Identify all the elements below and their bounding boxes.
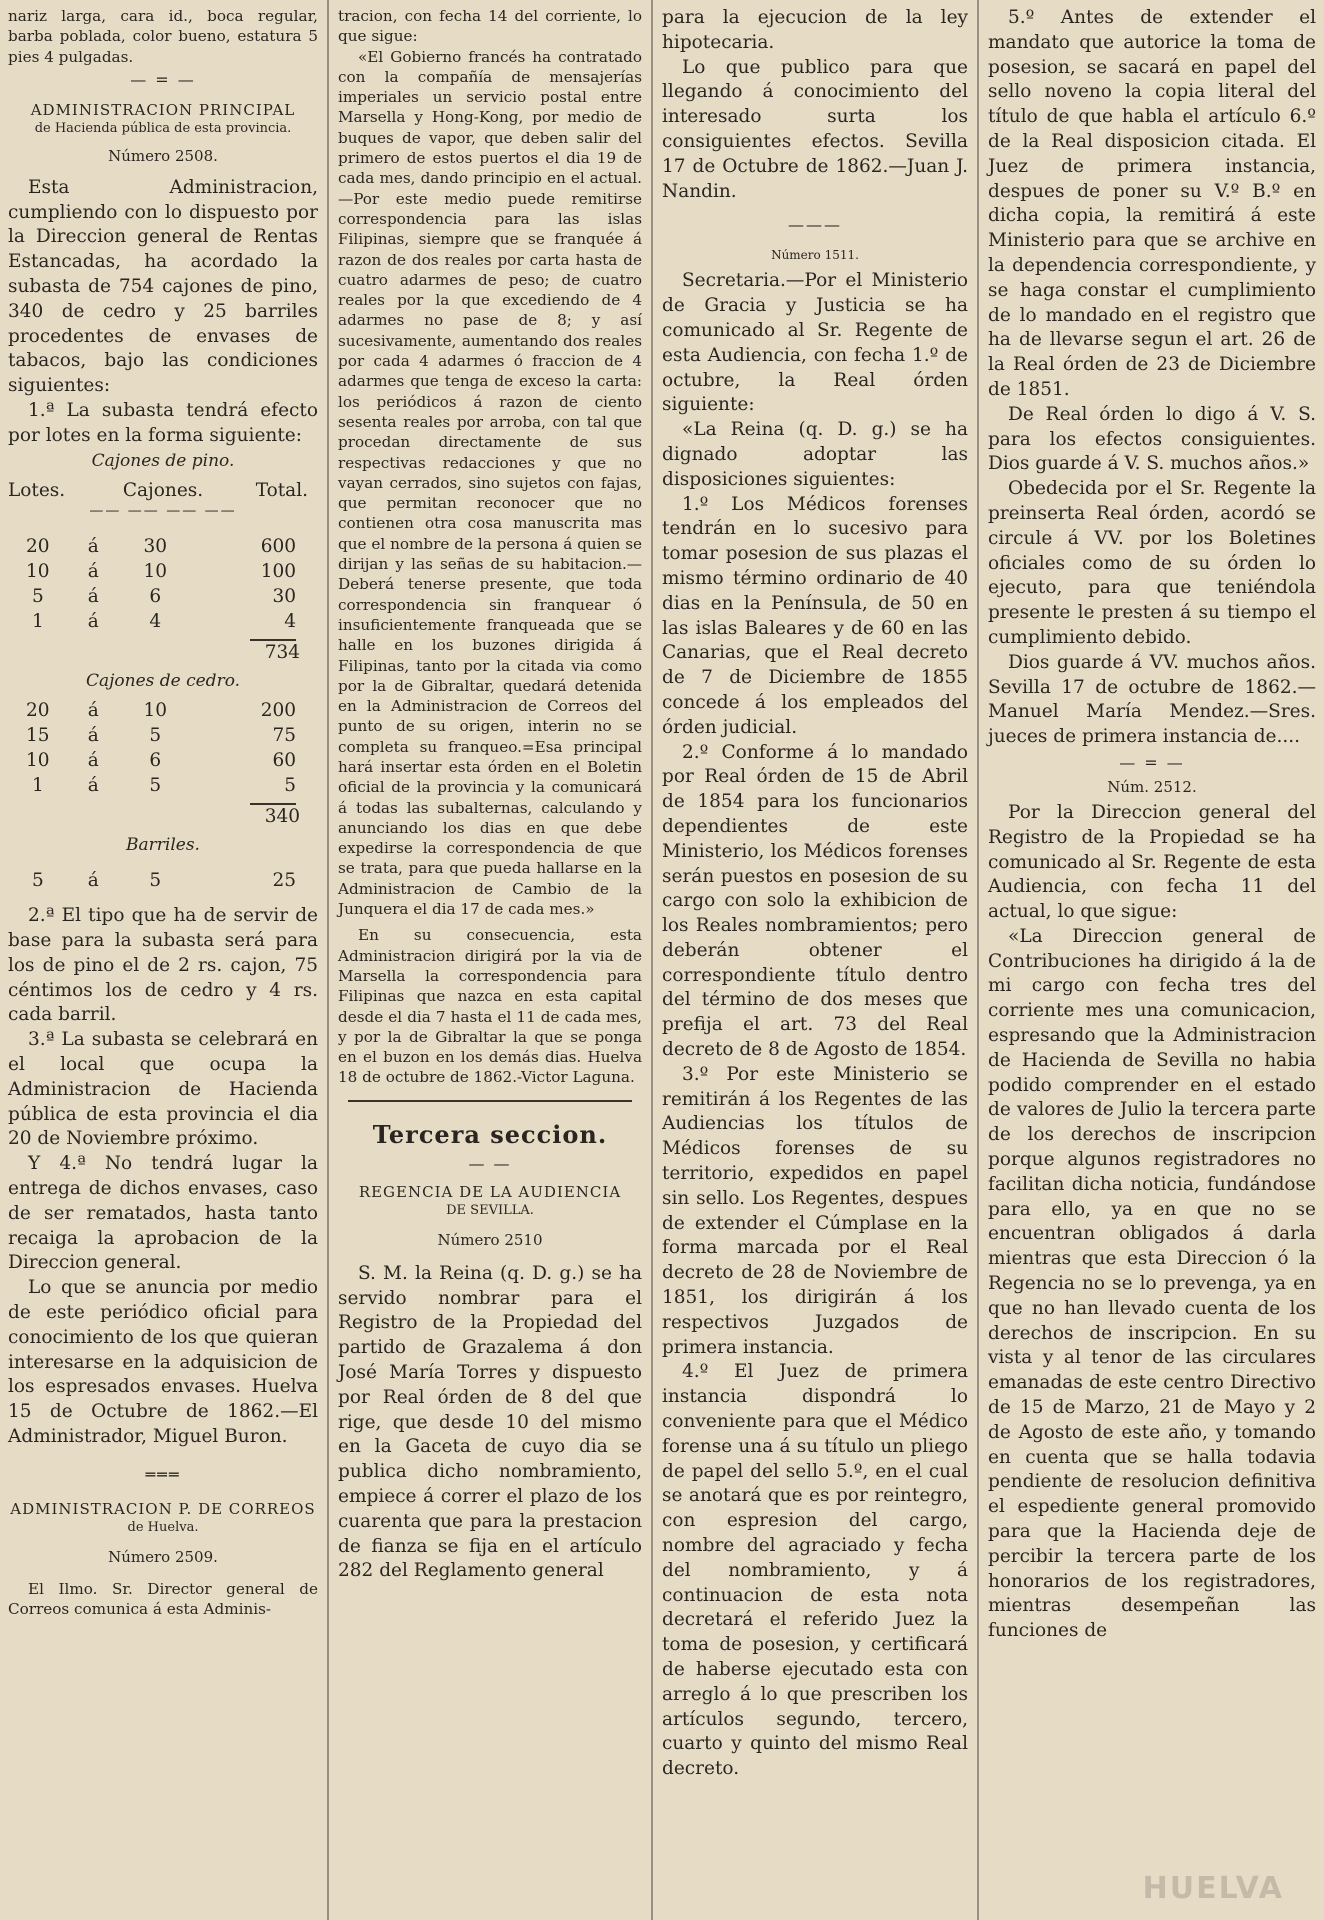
notice-number: Núm. 2512. [1107, 777, 1197, 796]
table-row: 5 á 5 25 [32, 870, 296, 892]
column-header: Total. [255, 479, 308, 501]
section-header: ADMINISTRACION PRINCIPAL [30, 100, 296, 119]
section-header: ADMINISTRACION P. DE CORREOS [10, 1499, 316, 1518]
paragraph: 1.ª La subasta tendrá efecto por lotes en la forma siguiente: [8, 400, 318, 446]
paragraph: 3.º Por este Ministerio se remitirán á los Regentes de las Audiencias los títulos de Médicos forenses de su territorio, expedidos en papel sin sello. Los Regentes, despues de extender el Cúmplase en la forma marcada por el Real decreto de 28 de Noviembre de 1851, los dirigirán á los respectivos Juzgados de primera instancia. [662, 1063, 968, 1358]
separator: — — [468, 1153, 512, 1173]
table-row: 10 á 6 60 [26, 750, 296, 772]
paragraph: 2.º Conforme á lo mandado por Real órden de 15 de Abril de 1854 para los funcionarios dependientes de este Ministerio, los Médicos forenses serán puestos en posesion de su cargo con solo la exhibicion de los Reales nombramientos; pero deberán obtener el correspondiente título dentro del término de dos meses que prefija el art. 73 del Real decreto de 8 de Agosto de 1854. [662, 741, 968, 1061]
table-row: 20 á 30 600 [26, 536, 296, 558]
paragraph: tracion, con fecha 14 del corriente, lo que sigue: [338, 7, 642, 46]
section-subheader: de Hacienda pública de esta provincia. [34, 120, 292, 136]
library-watermark: HUELVA [1142, 1871, 1284, 1906]
paragraph: 5.º Antes de extender el mandato que autorice la toma de posesion, se sacará en papel del sello noveno la copia literal del título de que habla el artículo 6.º de la Real disposicion citada. El Juez de primera instancia, despues de poner su V.º B.º en dicha copia, la remitirá á este Ministerio para que se archive en la dependencia correspondiente, y se haga constar el cumplimiento de lo mandado en el registro que ha de llevarse segun el art. 26 de la Real órden de 23 de Diciembre de 1851. [988, 7, 1316, 400]
section-header: REGENCIA DE LA AUDIENCIA [358, 1182, 622, 1201]
table-row: 20 á 10 200 [26, 700, 296, 722]
column-3 [654, 0, 976, 1920]
cedro-table [8, 699, 318, 798]
table-row: 1 á 4 4 [32, 610, 296, 632]
paragraph: En su consecuencia, esta Administracion dirigirá por la via de Marsella la correspondencia para Filipinas que nazca en esta capital desde el dia 7 hasta el 11 de cada mes, y por la de Gibraltar la que se ponga en el buzon en los demás dias. Huelva 18 de octubre de 1862.-Victor Laguna. [338, 926, 642, 1087]
intro-text: nariz larga, cara id., boca regular, barba poblada, color bueno, estatura 5 pies 4 pulgadas. [8, 7, 318, 66]
section-divider [348, 1100, 632, 1102]
paragraph: Lo que se anuncia por medio de este periódico oficial para conocimiento de los que quieran interesarse en la adquisicion de los espresados envases. Huelva 15 de Octubre de 1862.—El Administrador, Miguel Buron. [8, 1277, 318, 1447]
table-row: 1 á 5 5 [32, 774, 296, 796]
section-title: Tercera seccion. [372, 1119, 608, 1149]
table-row: 10 á 10 100 [26, 561, 296, 583]
paragraph: 3.ª La subasta se celebrará en el local que ocupa la Administracion de Hacienda pública de esta provincia el dia 20 de Noviembre próximo. [8, 1029, 318, 1150]
paragraph: «La Reina (q. D. g.) se ha dignado adoptar las disposiciones siguientes: [662, 419, 968, 490]
separator: ═══ [145, 1464, 181, 1484]
section-subheader: de Huelva. [127, 1519, 199, 1535]
paragraph: «La Direccion general de Contribuciones ha dirigido á la de mi cargo con fecha tres del corriente mes una comunicacion, espresando que la Administracion de Hacienda de Sevilla no habia podido comprender en el estado de valores de Julio la tercera parte de los derechos de inscripcion porque algunos registradores no facilitan dicha noticia, fundándose para ello, ya en que no se encuentran obligados á darla mientras que esta Direccion ó la Regencia no se lo prevenga, ya en que no han llevado cuenta de los derechos de inscripcion. En su vista y al tenor de las circulares emanadas de este centro Directivo de 15 de Marzo, 21 de Mayo y 2 de Agosto de este año, y tomando en cuenta que se halla todavia pendiente de resolucion definitiva el espediente general promovido para que la Hacienda deje de percibir la tercera parte de los honorarios de los registradores, mientras desempeñan las funciones de [988, 925, 1316, 1642]
column-rule [977, 0, 979, 1920]
paragraph: Y 4.ª No tendrá lugar la entrega de dichos envases, caso de ser rematados, hasta tanto recaiga la aprobacion de la Direccion general. [8, 1153, 318, 1274]
paragraph: Esta Administracion, cumpliendo con lo dispuesto por la Direccion general de Rentas Estancadas, ha acordado la subasta de 754 cajones de pino, 340 de cedro y 25 barriles procedentes de envases de tabacos, bajo las condiciones siguientes: [8, 176, 318, 397]
column-1 [0, 0, 326, 1920]
paragraph: 2.ª El tipo que ha de servir de base para la subasta será para los de pino el de 2 rs. cajon, 75 céntimos los de cedro y 4 rs. cada barril. [8, 905, 318, 1026]
table-subtitle: Cajones de cedro. [85, 671, 241, 692]
paragraph: 1.º Los Médicos forenses tendrán en lo sucesivo para tomar posesion de sus plazas el mismo término ordinario de 40 dias en la Península, de 50 en las islas Baleares y de 60 en las Canarias, que el Real decreto de 7 de Diciembre de 1855 concede á los empleados del órden judicial. [662, 493, 968, 738]
pino-table [8, 535, 318, 634]
section-subheader: DE SEVILLA. [446, 1202, 534, 1218]
notice-number: Número 2510 [437, 1230, 543, 1249]
notice-number: Número 1511. [771, 248, 859, 263]
paragraph: Obedecida por el Sr. Regente la preinserta Real órden, acordó se circule á VV. por los Boletines oficiales como de su órden lo ejecuto, para que teniéndola presente le presten á su tiempo el cumplimiento debido. [988, 478, 1316, 648]
column-header: Cajones. [122, 479, 204, 501]
table-row: 15 á 5 75 [26, 725, 296, 747]
table-row: 5 á 6 30 [32, 586, 296, 608]
paragraph: para la ejecucion de la ley hipotecaria. [662, 7, 968, 53]
table-subtitle: Barriles. [126, 835, 200, 856]
paragraph: Secretaria.—Por el Ministerio de Gracia y Justicia se ha comunicado al Sr. Regente de esta Audiencia, con fecha 1.º de octubre, la Real órden siguiente: [662, 270, 968, 416]
column-header: Lotes. [8, 479, 66, 501]
lots-table-header [8, 479, 318, 504]
table-subtitle: Cajones de pino. [91, 450, 235, 471]
notice-number: Número 2509. [108, 1547, 218, 1566]
paragraph: El Ilmo. Sr. Director general de Correos comunica á esta Adminis- [8, 1579, 318, 1619]
separator: — = — [1119, 752, 1185, 772]
barriles-table [8, 869, 318, 894]
table-total: 734 [264, 641, 300, 663]
paragraph: Dios guarde á VV. muchos años. Sevilla 17 de octubre de 1862.—Manuel María Mendez.—Sres. jueces de primera instancia de.... [988, 651, 1316, 748]
separator: ——— [788, 215, 842, 235]
column-rule [651, 0, 653, 1920]
separator: — = — [130, 69, 196, 89]
paragraph: S. M. la Reina (q. D. g.) se ha servido nombrar para el Registro de la Propiedad del partido de Grazalema á don José María Torres y dispuesto por Real órden de 8 del que rige, que desde 10 del mismo en la Gaceta de cuyo dia se publica dicho nombramiento, empiece á correr el plazo de los cuarenta que para la prestacion de fianza se fija en el artículo 282 del Reglamento general [338, 1262, 642, 1582]
paragraph: De Real órden lo digo á V. S. para los efectos consiguientes. Dios guarde á V. S. muchos años.» [988, 403, 1316, 475]
notice-number: Número 2508. [108, 146, 218, 165]
table-total: 340 [264, 805, 300, 827]
column-rule [327, 0, 329, 1920]
header-dashes: —— —— —— —— [89, 503, 237, 520]
paragraph: Lo que publico para que llegando á conocimiento del interesado surta los consiguientes efectos. Sevilla 17 de Octubre de 1862.—Juan J. Nandin. [662, 56, 968, 202]
paragraph: «El Gobierno francés ha contratado con la compañía de mensajerías imperiales un servicio postal entre Marsella y Hong-Kong, por medio de buques de vapor, que deben salir del primero de estos puertos el dia 19 de cada mes, dando principio en el actual.—Por este medio puede remitirse correspondencia para las islas Filipinas, siempre que se franquée á razon de dos reales por carta hasta de cuatro adarmes de peso; de cuatro reales por la que excediendo de 4 adarmes no pase de 8; y así sucesivamente, aumentando dos reales por cada 4 adarmes ó fraccion de 4 adarmes que tenga de exceso la carta: los periódicos á razon de ciento sesenta reales por arroba, con tal que procedan directamente de sus respectivas redacciones y que no vayan cerrados, sino sujetos con fajas, que permitan reconocer que no contienen otra cosa manuscrita mas que el nombre de la persona á quien se dirijan y las señas de su habitacion.—Deberá tenerse presente, que toda correspondencia sin franquear ó insuficientemente franqueada que se halle en los buzones dirigida á Filipinas, tanto por la citada via como por la de Gibraltar, quedará detenida en la Administracion de Correos del punto de su origen, interin no se completa su franqueo.=Esa principal hará insertar esta órden en el Boletin oficial de la provincia y la comunicará á todas las subalternas, calculando y anunciando los dias en que debe expedirse la correspondencia de que se trata, para que pueda hallarse en la Administracion de Cambio de la Junquera el dia 17 de cada mes.» [338, 47, 642, 919]
paragraph: 4.º El Juez de primera instancia dispondrá lo conveniente para que el Médico forense una á su título un pliego de papel del sello 5.º, en el cual se anotará que es por reintegro, con espresion del cargo, nombre del agraciado y fecha del nombramiento, y á continuacion de esta nota decretará el referido Juez la toma de posesion, y certificará de haberse ejecutado esta con arreglo á lo que prescriben los artículos segundo, tercero, cuarto y quinto del mismo Real decreto. [662, 1361, 968, 1780]
column-4 [980, 0, 1324, 1920]
paragraph: Por la Direccion general del Registro de la Propiedad se ha comunicado al Sr. Regente de esta Audiencia, con fecha 11 del actual, lo que sigue: [988, 801, 1316, 923]
column-2 [330, 0, 650, 1920]
